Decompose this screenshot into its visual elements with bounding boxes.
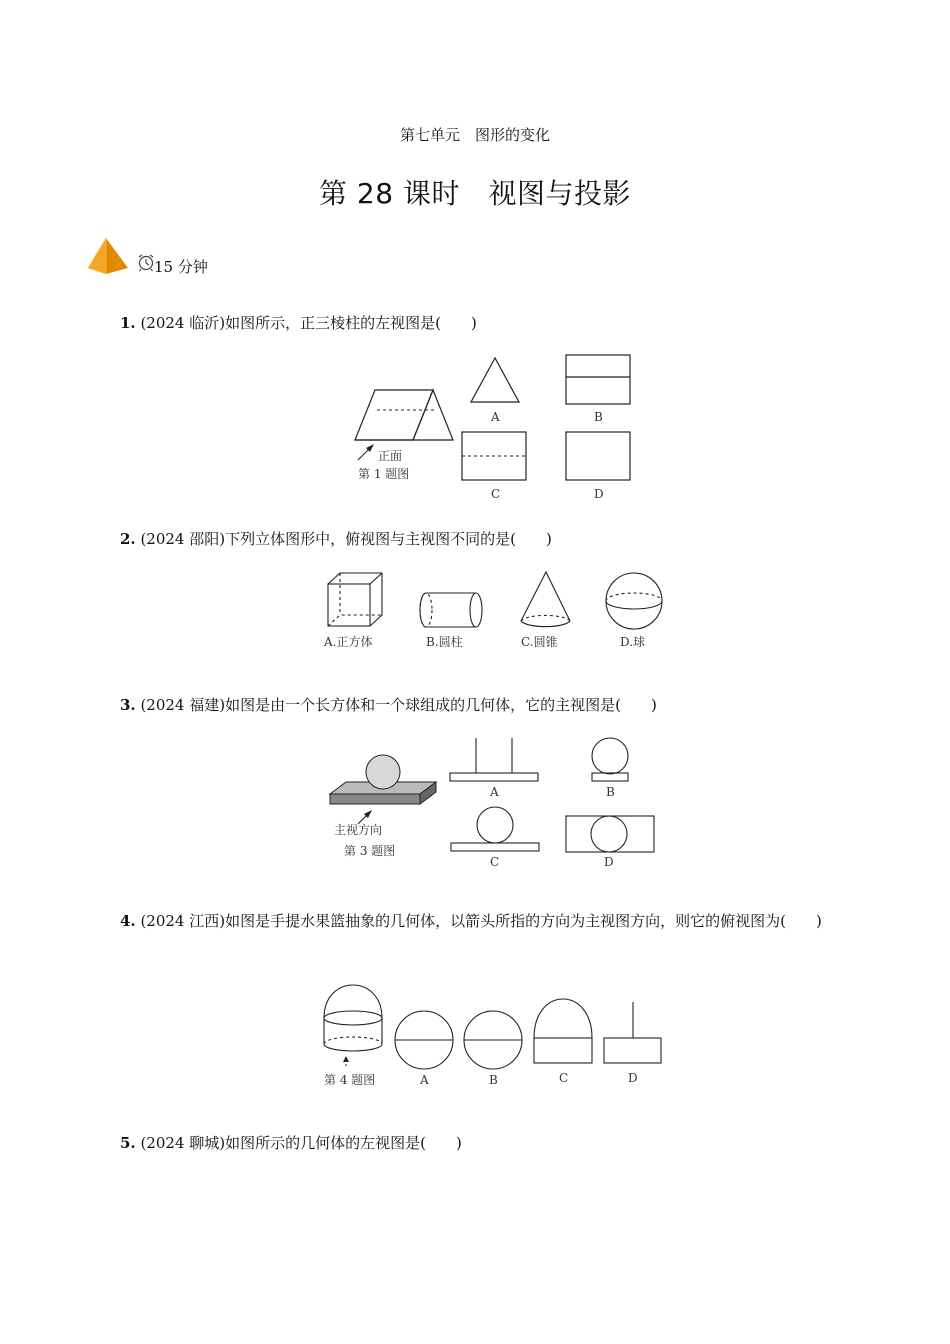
option-a-label: A.正方体 xyxy=(324,635,373,649)
question-number: 3. xyxy=(120,696,136,714)
pyramid-icon xyxy=(86,236,134,276)
cube-figure xyxy=(328,573,382,626)
unit-heading: 第七单元 图形的变化 xyxy=(399,126,550,144)
question-3 xyxy=(120,690,880,720)
alarm-clock-icon xyxy=(136,252,156,272)
option-c-shape xyxy=(451,807,539,851)
question-4 xyxy=(120,906,870,936)
fruit-basket-figure xyxy=(324,985,382,1051)
cone-figure xyxy=(521,572,570,627)
option-a-label: A xyxy=(491,410,500,424)
option-b-label: B xyxy=(606,785,615,799)
option-d-label: D xyxy=(594,487,604,498)
question-4-figure xyxy=(318,982,668,1092)
option-b-shape xyxy=(566,355,630,404)
option-d-label: D xyxy=(628,1071,638,1085)
question-3-figure xyxy=(326,734,666,870)
figure-caption: 第 1 题图 xyxy=(358,467,410,481)
question-text: (2024 江西)如图是手提水果篮抽象的几何体，以箭头所指的方向为主视图方向，则它的俯视图为( ) xyxy=(140,912,822,930)
option-a-label: A xyxy=(490,785,499,799)
question-1 xyxy=(120,308,880,338)
direction-label: 主视方向 xyxy=(334,823,383,837)
option-b-label: B.圆柱 xyxy=(426,635,463,649)
option-d-label: D.球 xyxy=(620,635,646,649)
option-c-label: C xyxy=(491,487,501,498)
option-d-shape xyxy=(566,816,654,852)
page-title: 第 28 课时 视图与投影 xyxy=(319,177,631,210)
question-number: 2. xyxy=(120,530,136,548)
question-text: (2024 福建)如图是由一个长方体和一个球组成的几何体，它的主视图是( ) xyxy=(140,696,657,714)
question-1-figure xyxy=(340,348,640,498)
question-number: 4. xyxy=(120,912,136,930)
box-and-sphere-figure xyxy=(330,755,436,804)
option-d-shape xyxy=(604,1002,661,1063)
figure-caption: 第 3 题图 xyxy=(344,844,396,858)
option-c-label: C xyxy=(559,1071,569,1085)
option-b-shape xyxy=(592,738,628,781)
option-a-label: A xyxy=(420,1073,429,1087)
front-label: 正面 xyxy=(378,449,403,463)
option-b-label: B xyxy=(489,1073,498,1087)
option-a-shape xyxy=(450,738,538,781)
option-a-shape xyxy=(471,358,519,402)
option-d-label: D xyxy=(604,855,614,869)
option-a-shape xyxy=(395,1011,453,1069)
option-c-label: C xyxy=(490,855,500,869)
question-2-figure xyxy=(318,566,678,656)
option-b-label: B xyxy=(594,410,603,424)
question-text: (2024 邵阳)下列立体图形中，俯视图与主视图不同的是( ) xyxy=(140,530,552,548)
option-c-shape xyxy=(534,999,592,1063)
option-b-shape xyxy=(464,1011,522,1069)
cylinder-figure xyxy=(420,593,482,627)
sphere-figure xyxy=(606,573,662,629)
option-d-shape xyxy=(566,432,630,480)
question-text: (2024 聊城)如图所示的几何体的左视图是( ) xyxy=(140,1134,462,1152)
triangular-prism-figure xyxy=(355,390,453,440)
question-2 xyxy=(120,524,880,554)
question-text: (2024 临沂)如图所示，正三棱柱的左视图是( ) xyxy=(140,314,477,332)
question-number: 1. xyxy=(120,314,136,332)
figure-caption: 第 4 题图 xyxy=(324,1073,376,1087)
time-limit: 15 分钟 xyxy=(154,258,208,276)
question-number: 5. xyxy=(120,1134,136,1152)
option-c-label: C.圆锥 xyxy=(521,635,558,649)
question-5 xyxy=(120,1128,880,1158)
timer-row xyxy=(86,236,306,276)
